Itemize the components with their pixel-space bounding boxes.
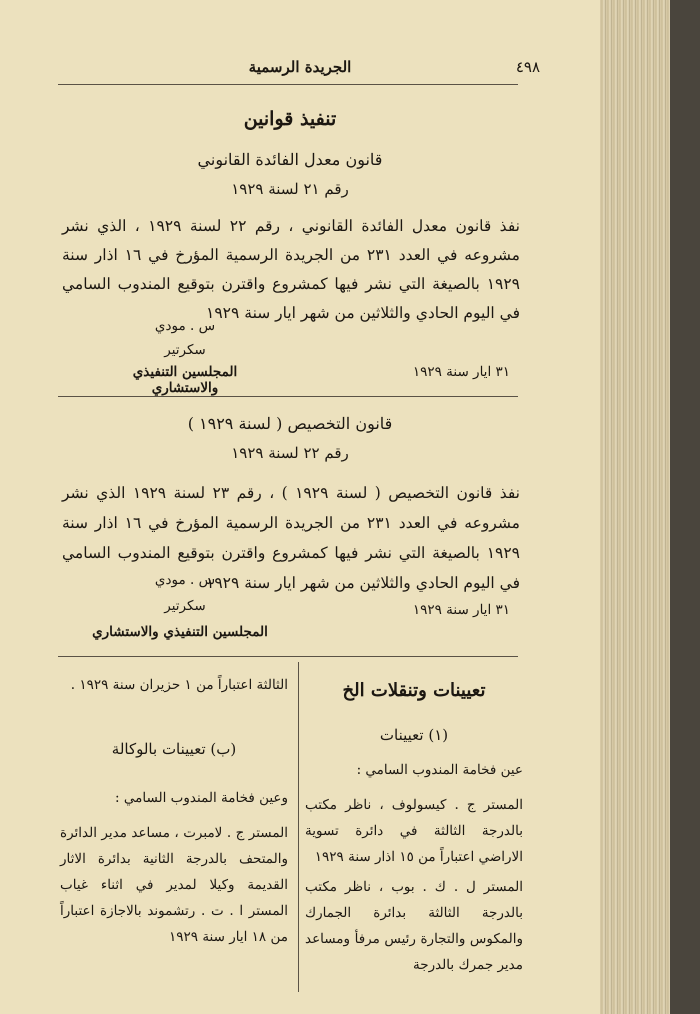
running-header [60,58,540,82]
law1-signature-name: س . مودي [154,318,216,334]
law1-signature-role: سكرتير [164,342,206,358]
appointment-entry-1: المستر ج . كيسولوف ، ناظر مكتب بالدرجة الثالثة في دائرة تسوية الاراضي اعتباراً من ١٥ اذار سنة ١٩٢٩ [305,797,523,865]
column-divider [298,662,299,992]
law2-signature-body: المجلسين التنفيذي والاستشاري [92,624,268,640]
section-title: تنفيذ قوانين [243,108,337,130]
page-number: ٤٩٨ [515,58,540,76]
law1-signature-body: المجلسين التنفيذي والاستشاري [132,364,238,396]
appointments-intro: عين فخامة المندوب السامي : [356,762,523,778]
law2-title: قانون التخصيص ( لسنة ١٩٢٩ ) [187,414,393,433]
law2-date: ٣١ ايار سنة ١٩٢٩ [412,602,510,618]
journal-title: الجريدة الرسمية [248,58,352,76]
book-binding [670,0,700,1014]
law1-title: قانون معدل الفائدة القانوني [197,150,383,169]
law1-number: رقم ٢١ لسنة ١٩٢٩ [231,180,349,198]
law2-signature-role: سكرتير [164,598,206,614]
law2-signature-name: س . مودي [154,572,216,588]
appointments-title: تعيينات وتنقلات الخ [342,680,486,701]
appointment-continuation: الثالثة اعتباراً من ١ حزيران سنة ١٩٢٩ . [70,677,288,693]
acting-appointments-intro: وعين فخامة المندوب السامي : [115,790,288,806]
section-divider-2 [58,656,518,657]
law1-body: نفذ قانون معدل الفائدة القانوني ، رقم ٢٢ لسنة ١٩٢٩ ، الذي نشر مشروعه في العدد ٢٣١ من الجريدة الرسمية المؤرخ في ١٦ اذار سنة ١٩٢٩ بالصيغة التي نشر فيها كمشروع واقترن بتوقيع المندوب السامي في اليوم الحادي والثلاثين من شهر ايار سنة ١٩٢٩ [62,217,520,322]
appointment-entry-2: المستر ل . ك . بوب ، ناظر مكتب بالدرجة الثالثة بدائرة الجمارك والمكوس والتجارة رئيس مرفأ ومساعد مدير جمرك بالدرجة [305,879,523,973]
law1-date: ٣١ ايار سنة ١٩٢٩ [412,364,510,380]
section-divider [58,396,518,397]
law2-body: نفذ قانون التخصيص ( لسنة ١٩٢٩ ) ، رقم ٢٣ لسنة ١٩٢٩ الذي نشر مشروعه في العدد ٢٣١ من الجريدة الرسمية المؤرخ في ١٦ اذار سنة ١٩٢٩ بالصيغة التي نشر فيها كمشروع واقترن بتوقيع المندوب السامي في اليوم الحادي والثلاثين من شهر ايار سنة ١٩٢٩ [62,484,520,592]
appointments-subheading: (١) تعيينات [379,726,449,744]
header-rule [58,84,518,85]
acting-appointments-subheading: (ب) تعيينات بالوكالة [111,740,237,758]
acting-appointment-entry-1: المستر ج . لامبرت ، مساعد مدير الدائرة والمتحف بالدرجة الثانية بدائرة الاثار القديمة وكيلا لمدير في اثناء غياب المستر ا . ت . رتشموند بالاجازة اعتباراً من ١٨ ايار سنة ١٩٢٩ [60,825,288,945]
law2-number: رقم ٢٢ لسنة ١٩٢٩ [231,444,349,462]
